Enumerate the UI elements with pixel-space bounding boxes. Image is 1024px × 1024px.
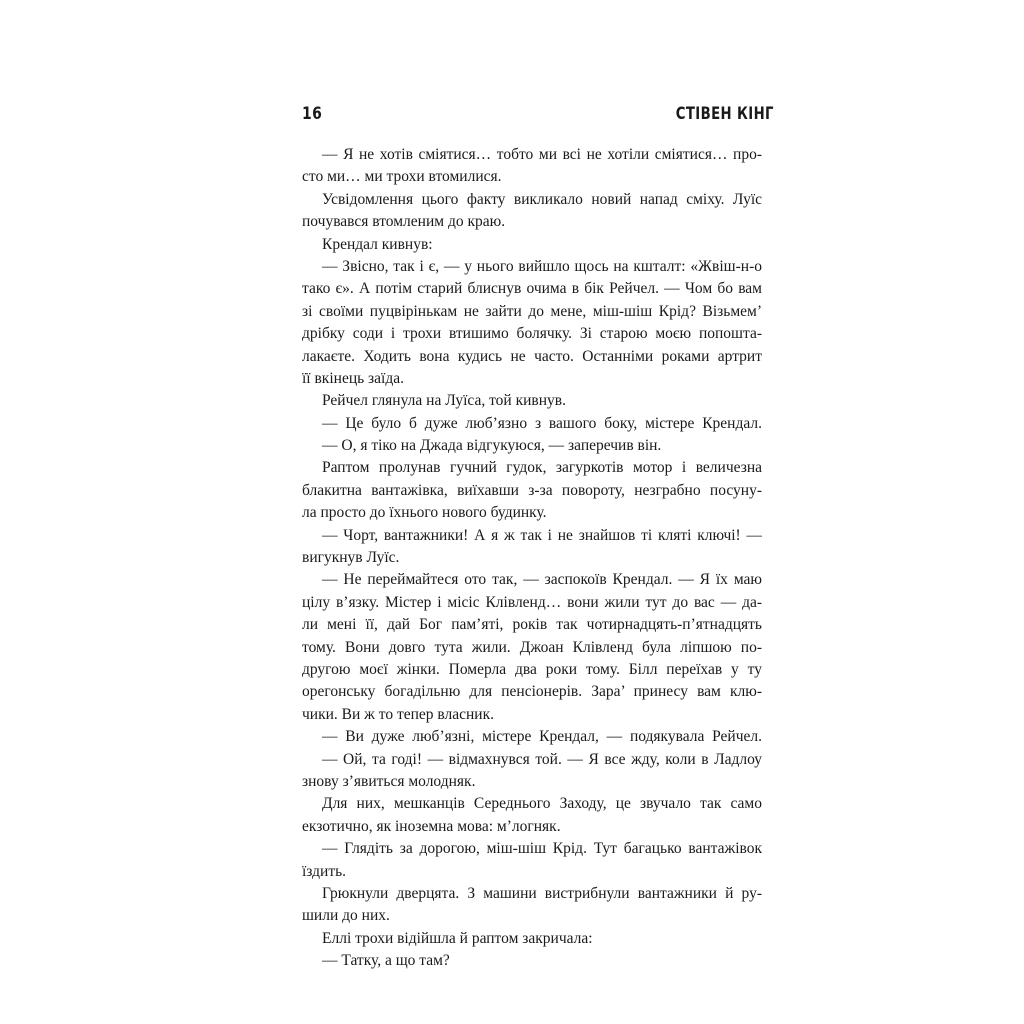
text-line: сто ми… ми трохи втомилися. [302,168,502,186]
page-header [302,104,774,130]
text-line: цілу в’язку. Містер і місіс Клівленд… вони жили тут до вас — да- [302,593,762,611]
text-line: — Ви дуже люб’язні, містере Крендал, — подякувала Рейчел. [322,728,762,746]
text-line: — Татку, а що там? [322,952,450,970]
text-line: Для них, мешканців Середнього Заходу, це звучало так само [322,795,762,813]
text-line: Еллі трохи відійшла й раптом закричала: [322,929,593,947]
text-line: — Не переймайтеся ото так, — заспокоїв Крендал. — Я їх маю [322,571,762,589]
text-line: лакаєте. Ходить вона кудись не часто. Останніми роками артрит [302,347,762,365]
text-line: — Це було б дуже люб’язно з вашого боку, містере Крендал. [322,414,762,432]
text-line: її вкінець заїда. [302,369,405,387]
text-line: блакитна вантажівка, виїхавши з-за повороту, незграбно посуну- [302,481,762,499]
text-line: Усвідомлення цього факту викликало новий напад сміху. Луїс [322,190,762,208]
text-line: Раптом пролунав гучний гудок, загуркотів мотор і величезна [322,459,762,477]
text-line: чики. Ви ж то тепер власник. [302,705,495,723]
text-line: тако є». А потім старий блиснув очима в бік Рейчел. — Чом бо вам [302,280,762,298]
text-line: — Глядіть за дорогою, міш-шіш Крід. Тут багацько вантажівок [322,840,762,858]
text-line: почувався втомленим до краю. [302,213,506,231]
text-line: шили до них. [302,907,390,925]
text-line: вигукнув Луїс. [302,549,400,567]
text-line: орегонську богадільню для пенсіонерів. Зара’ принесу вам клю- [302,683,762,701]
text-line: другою моєї жінки. Померла два роки тому. Білл переїхав у ту [302,660,762,678]
text-line: їздить. [302,862,347,880]
text-line: Крендал кивнув: [322,235,433,253]
text-line: Рейчел глянула на Луїса, той кивнув. [322,392,566,410]
body-text [302,144,762,972]
text-line: екзотично, як іноземна мова: м’логняк. [302,817,561,835]
text-line: — Ой, та годі! — відмахнувся той. — Я все жду, коли в Ладлоу [322,750,762,768]
text-line: тому. Вони довго тута жили. Джоан Клівленд була ліпшою по- [302,638,762,656]
text-line: зі своїми пуцвірінькам не зайти до мене, міш-шіш Крід? Візьмем’ [302,302,762,320]
text-line: дрібку соди і трохи втишимо болячку. Зі старою моєю попошта- [302,325,762,343]
text-line: ли мені її, дай Бог пам’яті, років так чотирнадцять-п’ятнадцять [302,616,762,634]
text-line: — Чорт, вантажники! А я ж так і не знайшов ті кляті ключі! — [322,526,762,544]
text-line: — О, я тіко на Джада відгукуюся, — заперечив він. [322,437,662,455]
page-number: 16 [302,104,323,124]
running-head-author: СТІВЕН КІНГ [675,104,774,124]
text-line: — Звісно, так і є, — у нього вийшло щось на кшталт: «Жвіш-н-о [322,257,762,275]
text-line: — Я не хотів сміятися… тобто ми всі не хотіли сміятися… про- [322,146,762,163]
text-line: знову з’явиться молодняк. [302,772,476,790]
text-line: Грюкнули дверцята. З машини вистрибнули вантажники й ру- [322,884,762,902]
text-line: ла просто до їхнього нового будинку. [302,504,547,522]
